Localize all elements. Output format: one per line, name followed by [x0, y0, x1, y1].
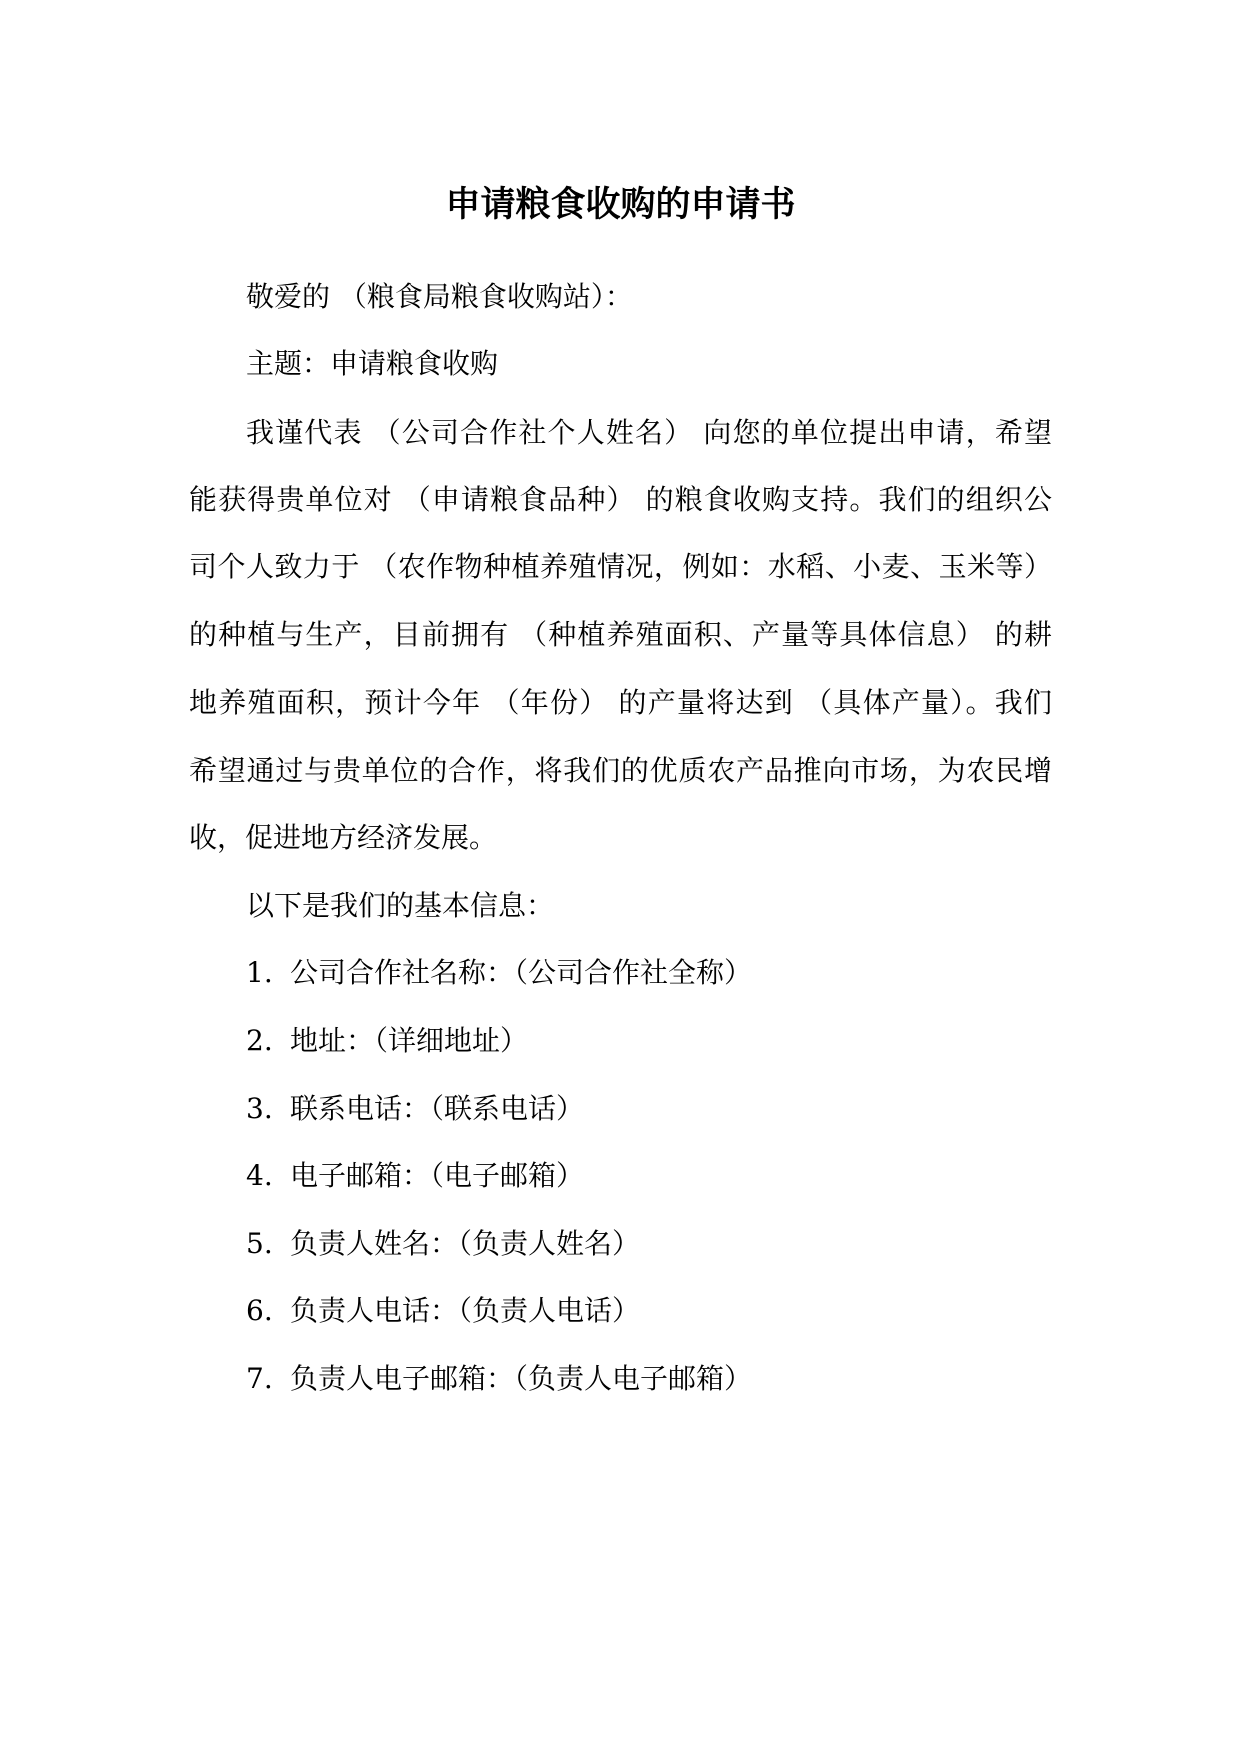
body-line: 能获得贵单位对 （申请粮食品种） 的粮食收购支持。我们的组织公 [189, 483, 1052, 516]
subject-line: 主题：申请粮食收购 [246, 347, 499, 380]
list-number: 7. [246, 1362, 273, 1395]
list-number: 5. [246, 1227, 273, 1260]
list-item [246, 953, 752, 993]
list-number: 4. [246, 1159, 273, 1192]
body-line: 的种植与生产，目前拥有 （种植养殖面积、产量等具体信息） 的耕 [189, 618, 1052, 651]
list-item [246, 1156, 584, 1196]
list-text: 电子邮箱：（电子邮箱） [290, 1159, 585, 1192]
list-item [246, 1089, 584, 1129]
list-text: 负责人电话：（负责人电话） [290, 1294, 641, 1327]
body-line: 我谨代表 （公司合作社个人姓名） 向您的单位提出申请，希望 [246, 416, 1052, 449]
list-text: 地址：（详细地址） [290, 1024, 529, 1057]
list-number: 3. [246, 1092, 273, 1125]
list-number: 2. [246, 1024, 273, 1057]
body-line: 希望通过与贵单位的合作，将我们的优质农产品推向市场，为农民增 [189, 754, 1052, 787]
list-item [246, 1021, 528, 1061]
list-number: 1. [246, 956, 273, 989]
list-text: 联系电话：（联系电话） [290, 1092, 585, 1125]
body-line: 司个人致力于 （农作物种植养殖情况，例如：水稻、小麦、玉米等） [189, 550, 1052, 583]
list-text: 公司合作社名称：（公司合作社全称） [290, 956, 753, 989]
list-item [246, 1291, 640, 1331]
body-line: 地养殖面积，预计今年 （年份） 的产量将达到 （具体产量）。我们 [189, 686, 1052, 719]
document-title: 申请粮食收购的申请书 [445, 185, 796, 225]
list-text: 负责人电子邮箱：（负责人电子邮箱） [290, 1362, 753, 1395]
list-number: 6. [246, 1294, 273, 1327]
list-text: 负责人姓名：（负责人姓名） [290, 1227, 641, 1260]
info-intro: 以下是我们的基本信息： [246, 889, 555, 922]
list-item [246, 1359, 752, 1399]
body-line: 收，促进地方经济发展。 [189, 821, 498, 854]
salutation: 敬爱的 （粮食局粮食收购站）： [246, 280, 633, 313]
list-item [246, 1224, 640, 1264]
